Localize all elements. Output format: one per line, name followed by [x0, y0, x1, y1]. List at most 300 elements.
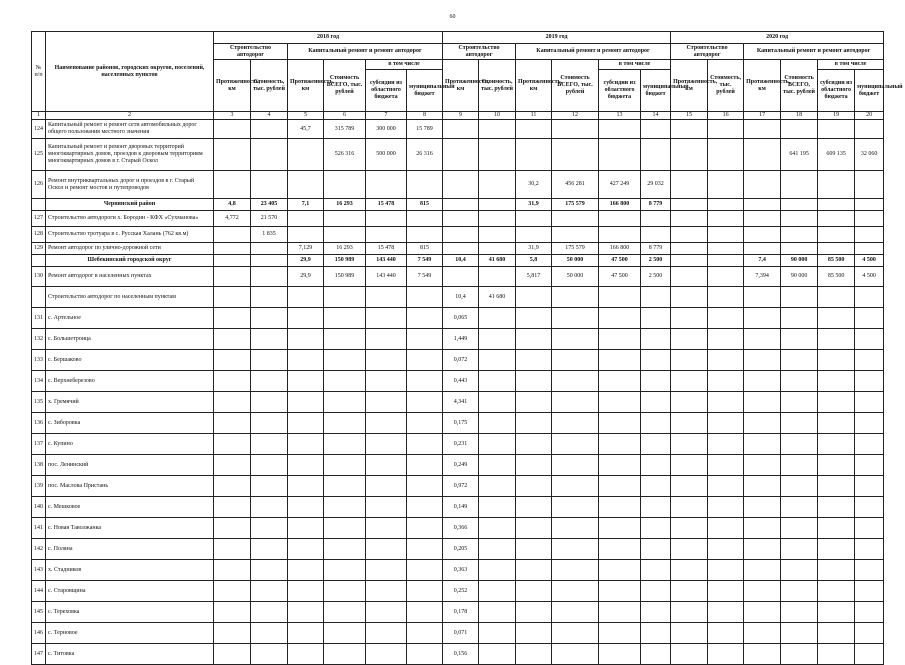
cell-value	[479, 518, 516, 539]
cell-value	[599, 287, 641, 308]
cell-value	[251, 497, 288, 518]
row-name: с. Терновое	[46, 623, 214, 644]
row-name: с. Артельное	[46, 308, 214, 329]
cell-value	[516, 329, 552, 350]
row-name: Капитальный ремонт и ремонт сети автомобильных дорог общего пользования местного значения	[46, 120, 214, 139]
cell-value: 0,443	[443, 371, 479, 392]
cell-value	[855, 392, 884, 413]
cell-value	[708, 243, 744, 255]
header-total: Стоимость ВСЕГО, тыс. рублей	[781, 60, 818, 112]
cell-value	[516, 560, 552, 581]
cell-value	[641, 350, 671, 371]
cell-value	[324, 413, 366, 434]
cell-value	[479, 602, 516, 623]
cell-value	[708, 350, 744, 371]
cell-value	[818, 644, 855, 665]
cell-value	[288, 413, 324, 434]
roads-table	[31, 31, 903, 665]
cell-value	[324, 644, 366, 665]
cell-value: 0,175	[443, 413, 479, 434]
header-construction: Строительство автодорог	[443, 44, 516, 60]
cell-value	[324, 476, 366, 497]
cell-value	[479, 329, 516, 350]
cell-value	[781, 227, 818, 243]
cell-value	[479, 308, 516, 329]
table-row	[32, 308, 884, 329]
cell-value	[818, 602, 855, 623]
cell-value	[479, 581, 516, 602]
cell-value	[708, 413, 744, 434]
cell-value: 7 549	[407, 267, 443, 287]
header-subsidy: субсидии из областного бюджета	[599, 70, 641, 112]
cell-value	[671, 539, 708, 560]
header-length: Протяженность, км	[214, 60, 251, 112]
header-cost: Стоимость, тыс. рублей	[708, 60, 744, 112]
cell-value: 16 293	[324, 199, 366, 211]
cell-value	[855, 623, 884, 644]
row-name: Чернянский район	[46, 199, 214, 211]
row-number: 131	[32, 308, 46, 329]
cell-value	[407, 371, 443, 392]
row-number: 135	[32, 392, 46, 413]
table-row	[32, 171, 884, 199]
cell-value	[781, 308, 818, 329]
cell-value	[251, 371, 288, 392]
table-row	[32, 227, 884, 243]
cell-value	[407, 623, 443, 644]
cell-value	[855, 243, 884, 255]
cell-value	[479, 539, 516, 560]
row-number: 125	[32, 139, 46, 171]
cell-value	[781, 518, 818, 539]
header-cost: Стоимость, тыс. рублей	[479, 60, 516, 112]
cell-value	[407, 602, 443, 623]
cell-value	[552, 644, 599, 665]
cell-value: 143 440	[366, 255, 407, 267]
cell-value: 143 440	[366, 267, 407, 287]
column-number: 9	[443, 112, 479, 120]
cell-value	[708, 139, 744, 171]
cell-value	[671, 211, 708, 227]
cell-value	[516, 371, 552, 392]
cell-value	[671, 434, 708, 455]
cell-value: 41 680	[479, 287, 516, 308]
cell-value	[744, 623, 781, 644]
cell-value	[407, 539, 443, 560]
cell-value: 10,4	[443, 255, 479, 267]
cell-value	[251, 539, 288, 560]
row-name: пос. Ленинский	[46, 455, 214, 476]
header-total: Стоимость ВСЕГО, тыс. рублей	[324, 60, 366, 112]
cell-value	[599, 581, 641, 602]
cell-value	[479, 227, 516, 243]
row-number: 136	[32, 413, 46, 434]
cell-value: 16 293	[324, 243, 366, 255]
cell-value	[251, 518, 288, 539]
header-length: Протяженность, км	[516, 60, 552, 112]
cell-value	[407, 392, 443, 413]
cell-value	[407, 211, 443, 227]
cell-value	[781, 199, 818, 211]
column-number: 13	[599, 112, 641, 120]
header-construction: Строительство автодорог	[214, 44, 288, 60]
cell-value	[214, 139, 251, 171]
cell-value	[781, 171, 818, 199]
cell-value	[641, 371, 671, 392]
cell-value	[214, 329, 251, 350]
cell-value: 315 789	[324, 120, 366, 139]
cell-value: 456 281	[552, 171, 599, 199]
cell-value	[552, 308, 599, 329]
cell-value: 50 000	[552, 267, 599, 287]
cell-value	[671, 171, 708, 199]
cell-value	[552, 560, 599, 581]
cell-value	[641, 476, 671, 497]
table-row	[32, 518, 884, 539]
cell-value	[214, 287, 251, 308]
table-row	[32, 139, 884, 171]
cell-value	[516, 139, 552, 171]
cell-value	[744, 371, 781, 392]
cell-value	[251, 392, 288, 413]
subtotal-row	[32, 199, 884, 211]
cell-value	[599, 329, 641, 350]
cell-value: 32 060	[855, 139, 884, 171]
cell-value	[818, 171, 855, 199]
cell-value	[479, 644, 516, 665]
header-construction: Строительство автодорог	[671, 44, 744, 60]
cell-value	[855, 227, 884, 243]
cell-value	[641, 139, 671, 171]
cell-value	[324, 287, 366, 308]
cell-value	[479, 371, 516, 392]
cell-value	[214, 623, 251, 644]
cell-value	[552, 476, 599, 497]
row-name: Ремонт автодорог по улично-дорожной сети	[46, 243, 214, 255]
cell-value: 641 195	[781, 139, 818, 171]
cell-value	[479, 497, 516, 518]
cell-value	[599, 211, 641, 227]
cell-value: 0,205	[443, 539, 479, 560]
column-number: 5	[288, 112, 324, 120]
column-number: 8	[407, 112, 443, 120]
row-name: Шебекинский городской округ	[46, 255, 214, 267]
cell-value	[641, 602, 671, 623]
cell-value	[641, 392, 671, 413]
cell-value	[671, 227, 708, 243]
cell-value: 0,072	[443, 350, 479, 371]
cell-value	[708, 623, 744, 644]
column-number: 11	[516, 112, 552, 120]
cell-value: 4 500	[855, 267, 884, 287]
cell-value	[781, 243, 818, 255]
cell-value	[214, 227, 251, 243]
cell-value	[744, 199, 781, 211]
cell-value	[552, 518, 599, 539]
cell-value	[781, 120, 818, 139]
cell-value: 5,817	[516, 267, 552, 287]
cell-value	[818, 434, 855, 455]
cell-value	[671, 455, 708, 476]
cell-value	[288, 434, 324, 455]
table-row	[32, 644, 884, 665]
cell-value	[443, 227, 479, 243]
cell-value	[516, 392, 552, 413]
cell-value	[288, 602, 324, 623]
cell-value	[744, 308, 781, 329]
cell-value	[407, 413, 443, 434]
cell-value	[708, 539, 744, 560]
table-row	[32, 413, 884, 434]
cell-value	[366, 371, 407, 392]
cell-value	[288, 644, 324, 665]
table-body	[32, 112, 884, 665]
header-year-2020: 2020 год	[671, 32, 884, 44]
cell-value	[641, 518, 671, 539]
cell-value	[324, 539, 366, 560]
table-row	[32, 497, 884, 518]
cell-value	[708, 287, 744, 308]
cell-value	[641, 308, 671, 329]
row-number: 146	[32, 623, 46, 644]
cell-value	[781, 371, 818, 392]
cell-value	[366, 497, 407, 518]
cell-value	[288, 581, 324, 602]
column-number: 10	[479, 112, 516, 120]
row-number: 140	[32, 497, 46, 518]
cell-value	[641, 329, 671, 350]
cell-value	[818, 350, 855, 371]
cell-value	[744, 120, 781, 139]
row-name: с. Поляна	[46, 539, 214, 560]
cell-value	[214, 560, 251, 581]
cell-value	[552, 227, 599, 243]
table-row	[32, 392, 884, 413]
cell-value	[479, 199, 516, 211]
cell-value	[708, 644, 744, 665]
cell-value	[214, 581, 251, 602]
cell-value	[366, 623, 407, 644]
cell-value: 609 135	[818, 139, 855, 171]
cell-value	[855, 199, 884, 211]
cell-value	[479, 171, 516, 199]
row-name: Строительство тротуара в с. Русская Халань (762 кв.м)	[46, 227, 214, 243]
cell-value	[599, 139, 641, 171]
cell-value	[288, 539, 324, 560]
cell-value	[251, 287, 288, 308]
cell-value	[324, 455, 366, 476]
cell-value	[855, 171, 884, 199]
cell-value	[366, 171, 407, 199]
cell-value	[855, 371, 884, 392]
cell-value	[407, 560, 443, 581]
cell-value: 41 680	[479, 255, 516, 267]
cell-value	[744, 644, 781, 665]
table-row	[32, 120, 884, 139]
table-row	[32, 623, 884, 644]
cell-value	[855, 581, 884, 602]
cell-value	[744, 602, 781, 623]
cell-value	[818, 581, 855, 602]
cell-value	[479, 120, 516, 139]
cell-value	[818, 539, 855, 560]
cell-value	[324, 392, 366, 413]
cell-value	[818, 497, 855, 518]
cell-value	[214, 171, 251, 199]
cell-value	[214, 371, 251, 392]
cell-value	[516, 120, 552, 139]
table-row	[32, 455, 884, 476]
cell-value	[552, 329, 599, 350]
cell-value	[407, 227, 443, 243]
cell-value	[781, 287, 818, 308]
cell-value: 7,4	[744, 255, 781, 267]
cell-value	[781, 581, 818, 602]
cell-value	[781, 560, 818, 581]
cell-value	[479, 476, 516, 497]
header-incl: в том числе	[366, 60, 443, 70]
cell-value	[214, 539, 251, 560]
cell-value	[324, 308, 366, 329]
cell-value	[366, 602, 407, 623]
cell-value	[641, 455, 671, 476]
cell-value: 21 570	[251, 211, 288, 227]
cell-value	[288, 139, 324, 171]
cell-value: 8 779	[641, 243, 671, 255]
cell-value: 0,252	[443, 581, 479, 602]
cell-value	[288, 371, 324, 392]
table-row	[32, 581, 884, 602]
cell-value	[599, 392, 641, 413]
cell-value	[744, 211, 781, 227]
cell-value	[251, 350, 288, 371]
cell-value	[443, 171, 479, 199]
row-number	[32, 199, 46, 211]
cell-value	[251, 560, 288, 581]
cell-value	[479, 243, 516, 255]
row-number: 147	[32, 644, 46, 665]
header-capital: Капитальный ремонт и ремонт автодорог	[744, 44, 884, 60]
row-name: х. Стадников	[46, 560, 214, 581]
column-number: 15	[671, 112, 708, 120]
header-length: Протяженность, км	[744, 60, 781, 112]
row-name: Капитальный ремонт и ремонт дворовых территорий многоквартирных домов, проездов к дворовым территориям многоквартирных домов в г. Старый Оскол	[46, 139, 214, 171]
header-incl: в том числе	[818, 60, 884, 70]
page-number: 60	[449, 14, 456, 20]
cell-value: 0,249	[443, 455, 479, 476]
cell-value	[641, 120, 671, 139]
cell-value	[552, 455, 599, 476]
cell-value	[552, 392, 599, 413]
cell-value	[516, 350, 552, 371]
row-number: 145	[32, 602, 46, 623]
column-number: 3	[214, 112, 251, 120]
cell-value	[443, 120, 479, 139]
row-number: 143	[32, 560, 46, 581]
row-name: с. Старовщина	[46, 581, 214, 602]
cell-value: 45,7	[288, 120, 324, 139]
cell-value	[366, 227, 407, 243]
row-name: с. Зиборовка	[46, 413, 214, 434]
cell-value: 29,9	[288, 267, 324, 287]
cell-value: 4,341	[443, 392, 479, 413]
cell-value	[671, 518, 708, 539]
cell-value	[552, 139, 599, 171]
cell-value	[443, 199, 479, 211]
cell-value: 90 000	[781, 267, 818, 287]
cell-value: 2 500	[641, 255, 671, 267]
cell-value	[366, 539, 407, 560]
cell-value: 300 000	[366, 120, 407, 139]
cell-value	[599, 476, 641, 497]
cell-value	[744, 476, 781, 497]
cell-value: 500 000	[366, 139, 407, 171]
cell-value	[818, 371, 855, 392]
header-cost: Стоимость, тыс. рублей	[251, 60, 288, 112]
cell-value	[855, 329, 884, 350]
row-number: 130	[32, 267, 46, 287]
cell-value	[516, 476, 552, 497]
cell-value	[288, 497, 324, 518]
cell-value	[288, 350, 324, 371]
cell-value: 15 789	[407, 120, 443, 139]
column-number: 14	[641, 112, 671, 120]
cell-value	[818, 211, 855, 227]
cell-value	[251, 623, 288, 644]
cell-value	[366, 211, 407, 227]
cell-value	[781, 413, 818, 434]
cell-value: 26 316	[407, 139, 443, 171]
cell-value	[855, 120, 884, 139]
header-municipal: муниципальный бюджет	[407, 70, 443, 112]
cell-value	[214, 413, 251, 434]
cell-value: 166 800	[599, 243, 641, 255]
cell-value	[781, 644, 818, 665]
cell-value: 29,9	[288, 255, 324, 267]
cell-value	[855, 518, 884, 539]
cell-value	[599, 308, 641, 329]
cell-value: 31,9	[516, 243, 552, 255]
row-name: с. Верхнеберезово	[46, 371, 214, 392]
row-name: с. Мешковое	[46, 497, 214, 518]
cell-value	[479, 560, 516, 581]
header-incl: в том числе	[599, 60, 671, 70]
cell-value	[251, 602, 288, 623]
cell-value	[599, 560, 641, 581]
cell-value	[251, 455, 288, 476]
cell-value	[599, 120, 641, 139]
cell-value	[479, 392, 516, 413]
cell-value	[288, 560, 324, 581]
cell-value	[251, 255, 288, 267]
cell-value	[324, 623, 366, 644]
cell-value	[214, 455, 251, 476]
cell-value	[599, 455, 641, 476]
cell-value: 8 779	[641, 199, 671, 211]
cell-value	[552, 211, 599, 227]
cell-value	[552, 581, 599, 602]
cell-value	[251, 644, 288, 665]
cell-value	[641, 287, 671, 308]
cell-value	[671, 623, 708, 644]
cell-value	[516, 413, 552, 434]
cell-value	[744, 171, 781, 199]
cell-value: 175 579	[552, 199, 599, 211]
cell-value: 0,366	[443, 518, 479, 539]
cell-value: 85 500	[818, 267, 855, 287]
cell-value	[599, 371, 641, 392]
header-total: Стоимость ВСЕГО, тыс. рублей	[552, 60, 599, 112]
